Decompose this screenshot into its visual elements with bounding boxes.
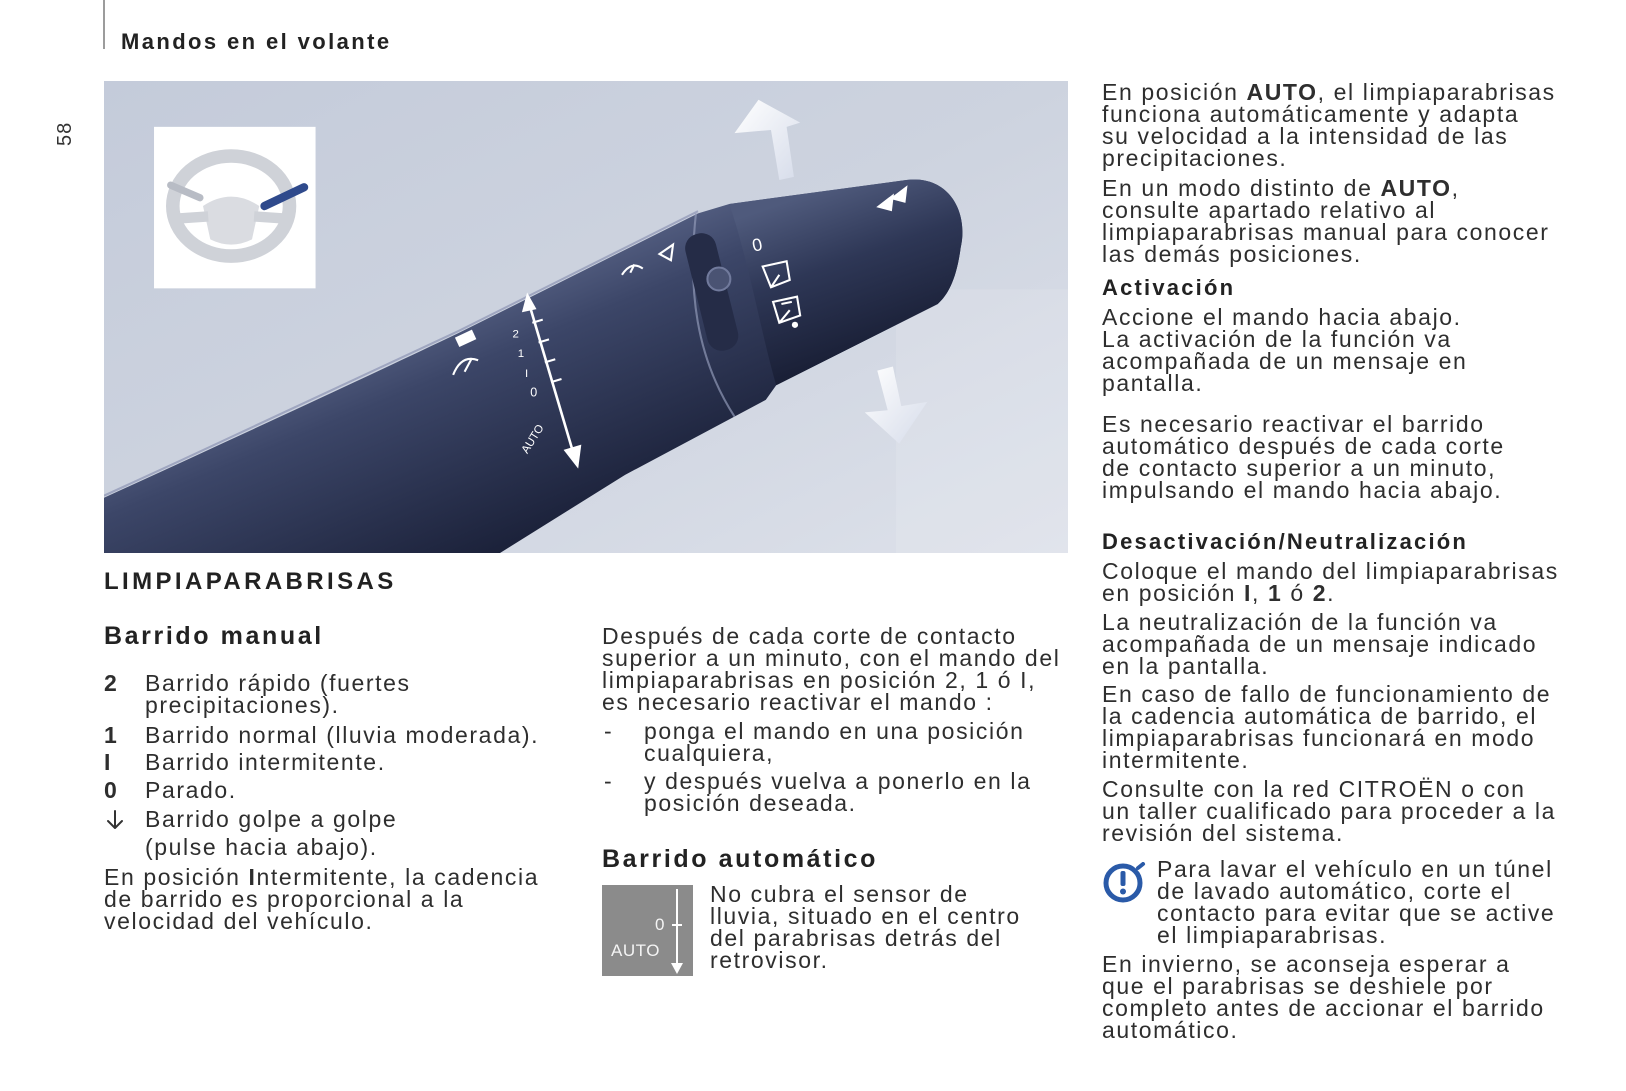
text-segment: En invierno, se aconseja esperar a [1102, 951, 1511, 977]
text-line [1102, 800, 1556, 822]
text-line [1102, 328, 1467, 350]
text-line [1102, 822, 1556, 844]
list-item-text [145, 779, 237, 801]
manual-wipe-note [104, 866, 539, 932]
list-item-text [145, 751, 386, 773]
text-line [1157, 924, 1555, 946]
sensor-scale-icon [602, 885, 693, 976]
arrow-down-icon [104, 809, 126, 831]
text-line [1102, 705, 1551, 727]
reactivation-text [1102, 413, 1505, 501]
list-item-text [145, 672, 411, 716]
text-segment: ó [1282, 580, 1313, 606]
scale-label-auto: AUTO [519, 422, 547, 456]
emphasis-text: AUTO [1380, 175, 1452, 201]
emphasis-text: AUTO [1246, 79, 1318, 105]
text-segment: Barrido golpe a golpe [145, 806, 398, 832]
text-line [1102, 81, 1556, 103]
bullet-text [644, 720, 1024, 764]
text-line [1102, 479, 1505, 501]
text-segment: en la pantalla. [1102, 653, 1270, 679]
text-line [1102, 749, 1551, 771]
text-segment: Consulte con la red CITROËN o con [1102, 776, 1526, 802]
text-segment: y después vuelva a ponerlo en la [644, 768, 1032, 794]
text-line [145, 751, 386, 773]
text-segment: de barrido es proporcional a la [104, 886, 465, 912]
text-segment: Barrido rápido (fuertes [145, 670, 411, 696]
text-line [1157, 902, 1555, 924]
text-line [145, 805, 397, 833]
text-segment: intermitente. [1102, 747, 1250, 773]
text-segment: que el parabrisas se deshiele por [1102, 973, 1494, 999]
text-line [644, 720, 1024, 742]
text-segment: , el limpiaparabrisas [1317, 79, 1556, 105]
text-segment: , [1251, 580, 1268, 606]
text-segment: superior a un minuto, con el mando del [602, 645, 1061, 671]
text-line [1102, 413, 1505, 435]
text-segment: No cubra el sensor de [710, 881, 969, 907]
scale-label-I: I [525, 367, 529, 380]
text-line [145, 694, 411, 716]
sensor-zero-label: 0 [655, 915, 665, 934]
text-line [644, 742, 1024, 764]
text-segment: completo antes de accionar el barrido [1102, 995, 1545, 1021]
text-line [1157, 858, 1555, 880]
text-line [644, 770, 1032, 792]
text-line [1102, 997, 1545, 1019]
section-title: Mandos en el volante [121, 29, 392, 54]
emphasis-text: 2 [1312, 580, 1328, 606]
text-segment: automático. [1102, 1017, 1239, 1043]
text-segment: Para lavar el vehículo en un túnel [1157, 856, 1553, 882]
text-segment: Es necesario reactivar el barrido [1102, 411, 1485, 437]
text-segment: acompañada de un mensaje en [1102, 348, 1468, 374]
text-segment: acompañada de un mensaje indicado [1102, 631, 1538, 657]
text-line [145, 779, 237, 801]
text-segment: La activación de la función va [1102, 326, 1452, 352]
text-segment: automático después de cada corte [1102, 433, 1505, 459]
text-line [145, 672, 411, 694]
text-segment: , [1451, 175, 1460, 201]
auto-position-text [1102, 81, 1556, 169]
wiper-stalk-figure [104, 81, 1068, 553]
text-segment: del parabrisas detrás del [710, 925, 1002, 951]
emphasis-text: I [248, 864, 257, 890]
text-line [710, 927, 1021, 949]
text-segment: En un modo distinto de [1102, 175, 1381, 201]
text-segment: velocidad del vehículo. [104, 908, 374, 934]
text-line [145, 833, 397, 861]
text-line [644, 792, 1032, 814]
text-line [1102, 177, 1550, 199]
activation-text [1102, 306, 1467, 394]
text-line [1102, 147, 1556, 169]
text-line [1102, 727, 1551, 749]
text-segment: impulsando el mando hacia abajo. [1102, 477, 1503, 503]
text-segment: las demás posiciones. [1102, 241, 1362, 267]
text-line [710, 949, 1021, 971]
text-segment: . [1327, 580, 1336, 606]
rain-sensor-icon [602, 885, 693, 976]
auto-wipe-heading: Barrido automático [602, 845, 878, 873]
text-segment: limpiaparabrisas manual para conocer [1102, 219, 1550, 245]
deactivation-text [1102, 560, 1559, 604]
text-line [104, 910, 539, 932]
text-segment: ponga el mando en una posición [644, 718, 1025, 744]
malfunction-text [1102, 683, 1551, 771]
winter-text [1102, 953, 1545, 1041]
text-line [602, 691, 1060, 713]
text-segment: consulte apartado relativo al [1102, 197, 1437, 223]
warning-icon [1102, 862, 1146, 904]
bullet-text [644, 770, 1032, 814]
text-line [602, 625, 1060, 647]
text-line [1102, 243, 1550, 265]
bullet-dash: - [604, 718, 614, 744]
text-segment: En posición [104, 864, 249, 890]
text-segment: su velocidad a la intensidad de las [1102, 123, 1509, 149]
text-line [104, 866, 539, 888]
text-line [1102, 1019, 1545, 1041]
text-segment: un taller cualificado para proceder a la [1102, 798, 1556, 824]
page-title: LIMPIAPARABRISAS [104, 568, 397, 595]
activation-heading: Activación [1102, 275, 1236, 300]
neutralization-text [1102, 611, 1537, 677]
sensor-auto-label: AUTO [611, 941, 660, 960]
text-segment: En caso de fallo de funcionamiento de [1102, 681, 1552, 707]
text-line [1102, 778, 1556, 800]
text-line [1102, 633, 1537, 655]
text-line [104, 888, 539, 910]
text-segment: revisión del sistema. [1102, 820, 1344, 846]
emphasis-text: 1 [1267, 580, 1283, 606]
text-line [1102, 103, 1556, 125]
list-key: I [104, 749, 112, 775]
text-line [1102, 655, 1537, 677]
text-segment: limpiaparabrisas en posición 2, 1 ó I, [602, 667, 1037, 693]
text-segment: precipitaciones). [145, 692, 340, 718]
text-segment: retrovisor. [710, 947, 829, 973]
text-line [1157, 880, 1555, 902]
reactivation-intro [602, 625, 1060, 713]
text-line [145, 724, 539, 746]
text-segment: precipitaciones. [1102, 145, 1288, 171]
steering-wheel-inset [154, 127, 316, 289]
dealer-text [1102, 778, 1556, 844]
text-segment: de lavado automático, corte el [1157, 878, 1512, 904]
text-segment: el limpiaparabrisas. [1157, 922, 1388, 948]
list-key: 2 [104, 670, 119, 696]
text-segment: ntermitente, la cadencia [256, 864, 540, 890]
text-segment: Coloque el mando del limpiaparabrisas [1102, 558, 1559, 584]
page-number: 58 [54, 121, 76, 146]
emphasis-text: I [1243, 580, 1252, 606]
list-key: 0 [104, 777, 119, 803]
text-line [1102, 125, 1556, 147]
text-line [1102, 435, 1505, 457]
text-line [1102, 975, 1545, 997]
text-line [1102, 457, 1505, 479]
bullet-dash: - [604, 768, 614, 794]
background-haze [896, 289, 1068, 553]
sensor-note [710, 883, 1021, 971]
text-segment: cualquiera, [644, 740, 775, 766]
text-segment: en posición [1102, 580, 1244, 606]
text-line [1102, 306, 1467, 328]
text-segment: Barrido intermitente. [145, 749, 386, 775]
text-line [1102, 372, 1467, 394]
text-line [1102, 350, 1467, 372]
text-line [1102, 582, 1559, 604]
list-key: 1 [104, 722, 119, 748]
scale-label-0: 0 [530, 385, 538, 400]
text-line [1102, 560, 1559, 582]
deactivation-heading: Desactivación/Neutralización [1102, 529, 1469, 554]
text-segment: contacto para evitar que se active [1157, 900, 1556, 926]
scale-label-1: 1 [517, 348, 525, 361]
wiper-stalk-illustration [104, 81, 1068, 553]
text-segment: En posición [1102, 79, 1247, 105]
other-mode-text [1102, 177, 1550, 265]
text-segment: posición deseada. [644, 790, 857, 816]
rotary-knob [707, 268, 730, 291]
text-segment: limpiaparabrisas funcionará en modo [1102, 725, 1536, 751]
text-segment: Barrido normal (lluvia moderada). [145, 722, 540, 748]
manual-wipe-heading: Barrido manual [104, 622, 324, 650]
text-segment: lluvia, situado en el centro [710, 903, 1021, 929]
text-line [1102, 683, 1551, 705]
text-line [1102, 221, 1550, 243]
end-cap-zero-label: 0 [750, 234, 765, 256]
text-segment: de contacto superior a un minuto, [1102, 455, 1497, 481]
text-segment: funciona automáticamente y adapta [1102, 101, 1520, 127]
text-segment: La neutralización de la función va [1102, 609, 1498, 635]
text-segment: Parado. [145, 777, 237, 803]
text-line [1102, 953, 1545, 975]
text-segment: es necesario reactivar el mando : [602, 689, 994, 715]
text-segment: Accione el mando hacia abajo. [1102, 304, 1462, 330]
header-rule [103, 0, 105, 49]
car-wash-warning-text [1157, 858, 1555, 946]
text-segment: pantalla. [1102, 370, 1204, 396]
text-line [602, 647, 1060, 669]
text-segment: Después de cada corte de contacto [602, 623, 1017, 649]
text-segment: la cadencia automática de barrido, el [1102, 703, 1538, 729]
text-line [1102, 611, 1537, 633]
text-segment: (pulse hacia abajo). [145, 834, 378, 860]
text-line [710, 905, 1021, 927]
text-line [602, 669, 1060, 691]
list-item-text [145, 724, 539, 746]
scale-label-2: 2 [512, 328, 519, 341]
list-item-text [145, 805, 397, 861]
text-line [710, 883, 1021, 905]
text-line [1102, 199, 1550, 221]
